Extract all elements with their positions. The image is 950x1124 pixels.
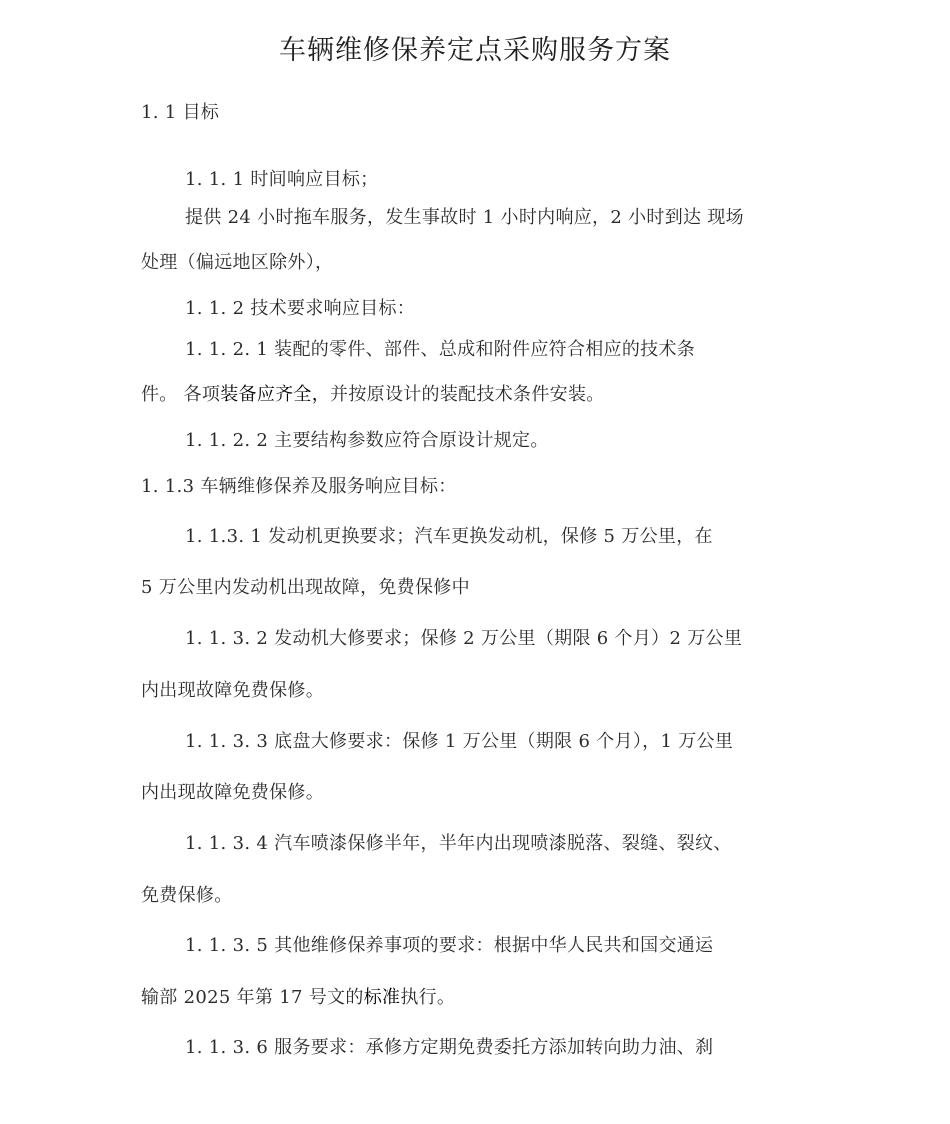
paragraph-line: 免费保修。 xyxy=(141,885,233,906)
text-run: 免费保修中 xyxy=(378,577,470,598)
text-run: 装备应齐全， xyxy=(220,384,331,405)
subsection-1-1-2: 1. 1. 2 技术要求响应目标： xyxy=(185,298,416,319)
paragraph-line: 内出现故障免费保修。 xyxy=(141,782,324,803)
paragraph-line: 处理（偏远地区除外）， xyxy=(141,252,334,273)
text-run: 5 万公里内发动机出现故障， xyxy=(141,577,379,598)
section-heading-1-1: 1. 1 目标 xyxy=(141,102,220,123)
paragraph-line: 内出现故障免费保修。 xyxy=(141,680,324,701)
paragraph-line: 1. 1. 3. 4 汽车喷漆保修半年，半年内出现喷漆脱落、裂缝、裂纹、 xyxy=(185,833,732,854)
paragraph-line: 1. 1. 3. 5 其他维修保养事项的要求：根据中华人民共和国交通运 xyxy=(185,935,714,956)
text-run: 并按原设计的装配技术条件安装。 xyxy=(330,384,605,405)
text-run: 输部 2025 年第 17 号文的 xyxy=(141,987,364,1008)
subsection-1-1-1: 1. 1. 1 时间响应目标； xyxy=(185,169,379,190)
paragraph-line: 1. 1. 2. 2 主要结构参数应符合原设计规定。 xyxy=(185,430,549,451)
document-title: 车辆维修保养定点采购服务方案 xyxy=(279,35,671,66)
paragraph-line: 1. 1. 3. 6 服务要求：承修方定期免费委托方添加转向助力油、刹 xyxy=(185,1037,714,1058)
paragraph-line xyxy=(141,573,470,599)
paragraph-line: 1. 1. 3. 2 发动机大修要求；保修 2 万公里（期限 6 个月）2 万公里 xyxy=(185,628,743,649)
subsection-1-1-3: 1. 1.3 车辆维修保养及服务响应目标： xyxy=(141,476,457,497)
paragraph-line: 1. 1. 2. 1 装配的零件、部件、总成和附件应符合相应的技术条 xyxy=(185,339,696,360)
text-run: 执行。 xyxy=(400,987,456,1008)
paragraph-line xyxy=(141,380,605,406)
paragraph-line: 1. 1.3. 1 发动机更换要求；汽车更换发动机，保修 5 万公里，在 xyxy=(185,526,713,547)
paragraph-line xyxy=(141,983,455,1009)
text-run: 标准 xyxy=(363,987,401,1008)
paragraph-line: 提供 24 小时拖车服务，发生事故时 1 小时内响应，2 小时到达 现场 xyxy=(185,207,744,228)
paragraph-line: 1. 1. 3. 3 底盘大修要求：保修 1 万公里（期限 6 个月），1 万公里 xyxy=(185,731,734,752)
text-run: 件。 各项 xyxy=(141,384,221,405)
